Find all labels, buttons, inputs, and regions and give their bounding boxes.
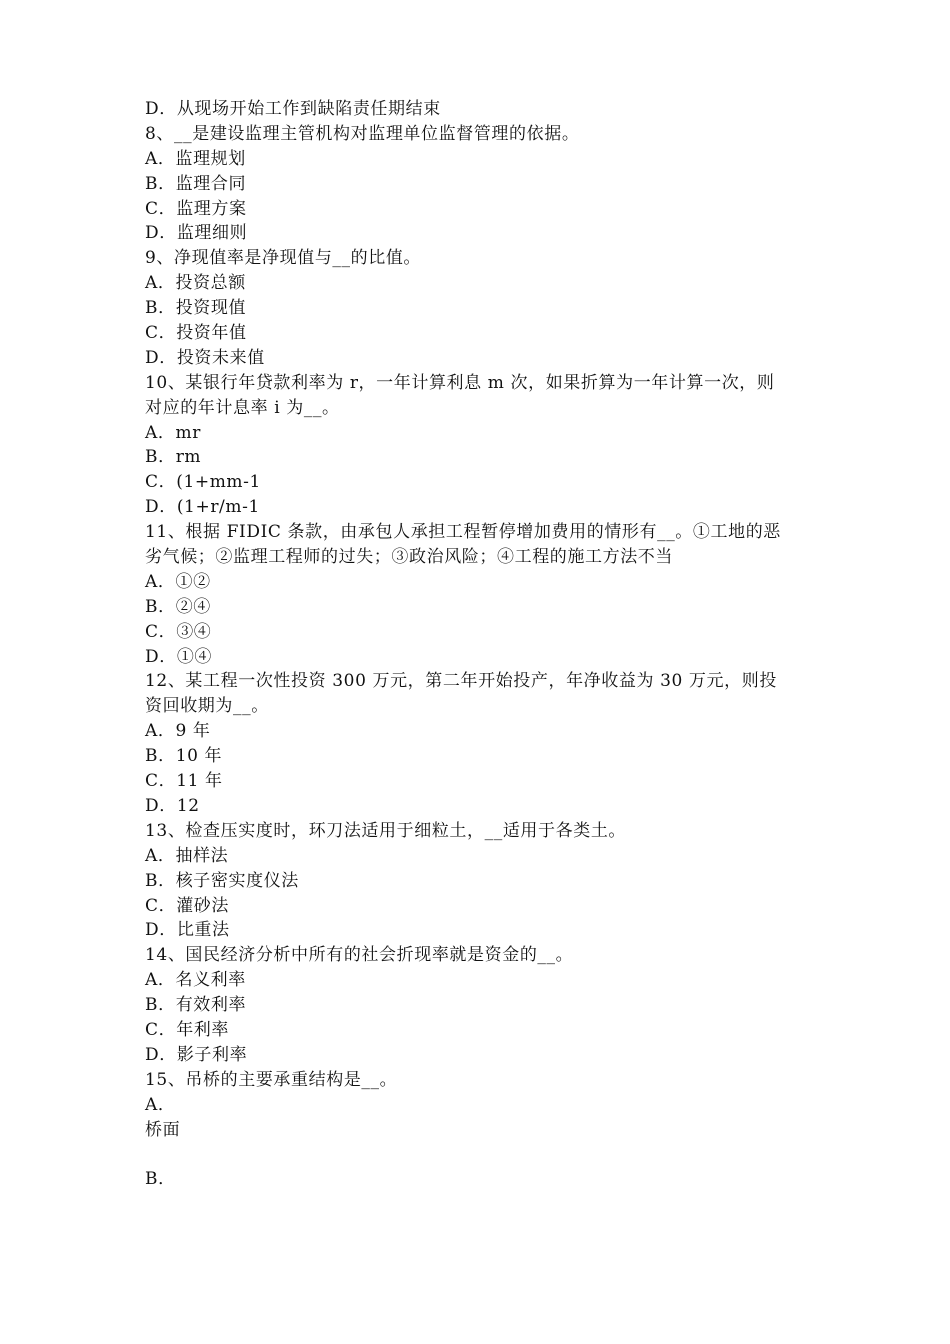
q15-question: 15、吊桥的主要承重结构是__。: [145, 1069, 398, 1090]
q9-option-b: B．投资现值: [145, 298, 247, 319]
blank-line: [145, 1142, 815, 1167]
q8-option-d: D．监理细则: [145, 223, 248, 244]
q12-question-line1: 12、某工程一次性投资 300 万元，第二年开始投产，年净收益为 30 万元，则投: [145, 671, 777, 692]
q10-option-d: D．(1+r/m-1: [145, 497, 260, 518]
q11-option-a: A．①②: [145, 571, 211, 592]
q12-question-line2: 资回收期为__。: [145, 696, 269, 717]
q11-question-line1: 11、根据 FIDIC 条款，由承包人承担工程暂停增加费用的情形有__。①工地的恶: [145, 522, 781, 543]
q15-option-a-text: 桥面: [145, 1119, 181, 1140]
q12-option-d: D．12: [145, 795, 200, 816]
q7-option-d: D．从现场开始工作到缺陷责任期结束: [145, 99, 441, 119]
document-page: [145, 97, 815, 1192]
q8-option-a: A．监理规划: [145, 148, 246, 169]
q9-option-d: D．投资未来值: [145, 347, 265, 368]
q13-option-c: C．灌砂法: [145, 895, 230, 916]
q11-option-c: C．③④: [145, 621, 212, 642]
q10-option-c: C．(1+mm-1: [145, 472, 261, 493]
q15-option-b-label: B．: [145, 1169, 176, 1190]
q9-question: 9、净现值率是净现值与__的比值。: [145, 248, 422, 269]
q15-option-a-label: A．: [145, 1094, 176, 1115]
q8-question: 8、__是建设监理主管机构对监理单位监督管理的依据。: [145, 123, 580, 144]
q8-option-b: B．监理合同: [145, 173, 247, 194]
q12-option-a: A．9 年: [145, 721, 211, 742]
q10-question-line2: 对应的年计息率 i 为__。: [145, 397, 340, 418]
q13-question: 13、检查压实度时，环刀法适用于细粒土，__适用于各类土。: [145, 820, 627, 841]
q13-option-b: B．核子密实度仪法: [145, 870, 299, 891]
q9-option-a: A．投资总额: [145, 273, 246, 294]
q8-option-c: C．监理方案: [145, 198, 247, 219]
q9-option-c: C．投资年值: [145, 323, 247, 344]
q14-question: 14、国民经济分析中所有的社会折现率就是资金的__。: [145, 945, 574, 966]
q13-option-a: A．抽样法: [145, 845, 229, 866]
q11-option-d: D．①④: [145, 646, 213, 667]
q13-option-d: D．比重法: [145, 920, 230, 941]
q10-option-a: A．mr: [145, 422, 201, 443]
q14-option-d: D．影子利率: [145, 1044, 248, 1065]
q14-option-a: A．名义利率: [145, 970, 246, 991]
q10-option-b: B．rm: [145, 447, 202, 468]
q12-option-b: B．10 年: [145, 746, 223, 767]
q12-option-c: C．11 年: [145, 771, 223, 792]
q14-option-b: B．有效利率: [145, 995, 247, 1016]
q14-option-c: C．年利率: [145, 1019, 230, 1040]
q11-option-b: B．②④: [145, 596, 211, 617]
q10-question-line1: 10、某银行年贷款利率为 r，一年计算利息 m 次，如果折算为一年计算一次，则: [145, 372, 775, 393]
q11-question-line2: 劣气候；②监理工程师的过失；③政治风险；④工程的施工方法不当: [145, 547, 673, 568]
